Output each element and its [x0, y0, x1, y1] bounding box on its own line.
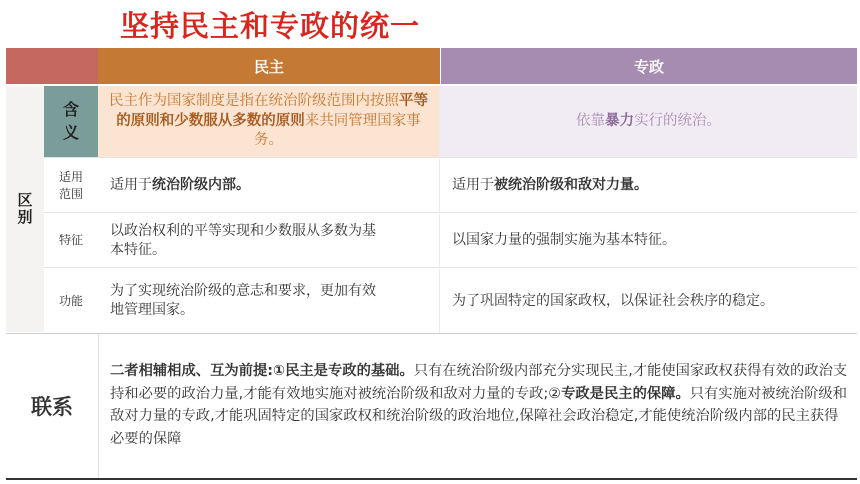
scope-dictatorship: 适用于被统治阶级和敌对力量。 [452, 177, 648, 194]
section-divider [6, 333, 857, 334]
row-label-meaning: 含义 [44, 86, 98, 157]
side-label-difference: 区别 [6, 86, 44, 332]
row-label-function: 功能 [58, 293, 83, 308]
header-democracy: 民主 [98, 48, 440, 84]
row-label-feature: 特征 [58, 233, 83, 248]
function-democracy: 为了实现统治阶级的意志和要求，更加有效地管理国家。 [98, 269, 440, 333]
header-blank-cell [6, 48, 98, 84]
feature-dictatorship: 以国家力量的强制实施为基本特征。 [452, 232, 676, 249]
row-feature [44, 214, 857, 268]
row-scope [44, 159, 857, 213]
page-title: 坚持民主和专政的统一 [120, 9, 421, 43]
column-divider [98, 334, 99, 478]
header-dictatorship: 专政 [441, 48, 857, 84]
feature-democracy: 以政治权利的平等实现和少数服从多数为基本特征。 [98, 214, 440, 267]
connection-text: 二者相辅相成、互为前提:①民主是专政的基础。只有在统治阶级内部充分实现民主,才能使国家政权获得有效的政治支持和必要的政治力量,才能有效地实施对被统治阶级和敌对力量的专政;②专政是民主的保障。只有实施对被统治阶级和敌对力量的专政,才能巩固特定的国家政权和统治阶级的政治地位,保障社会政治稳定,才能使统治阶级内部的民主获得必要的保障 [110, 363, 848, 447]
function-dictatorship: 为了巩固特定的国家政权，以保证社会秩序的稳定。 [452, 292, 774, 309]
row-function [44, 269, 857, 333]
meaning-democracy: 民主作为国家制度是指在统治阶级范围内按照平等的原则和少数服从多数的原则来共同管理国家事务。 [98, 86, 440, 157]
meaning-dictatorship: 依靠暴力实行的统治。 [440, 86, 857, 157]
row-label-scope: 适用范围 [58, 170, 83, 201]
scope-democracy: 适用于统治阶级内部。 [98, 159, 440, 212]
connection-label: 联系 [31, 395, 73, 419]
row-meaning [44, 86, 857, 158]
bottom-border [6, 478, 857, 480]
